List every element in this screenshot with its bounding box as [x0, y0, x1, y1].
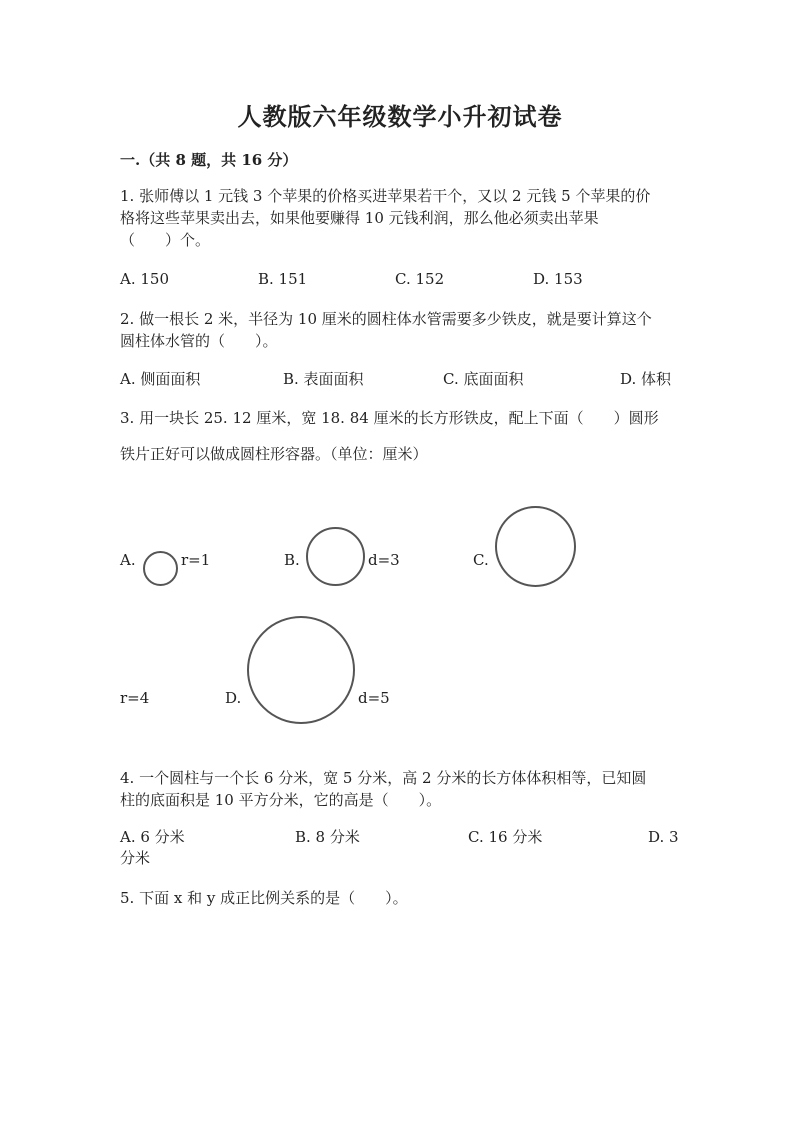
- question-2: [120, 308, 680, 352]
- question-2-option-d[interactable]: D. 体积: [620, 370, 672, 388]
- question-3-line-2: 铁片正好可以做成圆柱形容器。（单位：厘米）: [120, 445, 428, 463]
- question-1-option-b[interactable]: B. 151: [258, 270, 308, 288]
- circle-option-c-shape: [495, 506, 576, 587]
- page-title: 人教版六年级数学小升初试卷: [237, 102, 563, 131]
- question-4-line-1: 4. 一个圆柱与一个长 6 分米，宽 5 分米，高 2 分米的长方体体积相等，已知圆: [120, 769, 647, 787]
- circle-option-a-label: r=1: [181, 551, 211, 569]
- question-1-option-d[interactable]: D. 153: [533, 270, 583, 288]
- question-1-line-2: 格将这些苹果卖出去，如果他要赚得 10 元钱利润，那么他必须卖出苹果: [120, 209, 599, 227]
- circle-option-d-shape: [247, 616, 355, 724]
- question-3-option-b[interactable]: B.: [284, 551, 300, 569]
- question-3-option-c[interactable]: C.: [473, 551, 489, 569]
- question-2-line-2: 圆柱体水管的（ ）。: [120, 332, 278, 350]
- question-2-option-c[interactable]: C. 底面面积: [443, 370, 524, 388]
- question-3-option-a[interactable]: A.: [120, 551, 136, 569]
- question-2-option-b[interactable]: B. 表面面积: [283, 370, 364, 388]
- circle-option-d-label: d=5: [358, 689, 390, 707]
- question-3-line-1: 3. 用一块长 25. 12 厘米，宽 18. 84 厘米的长方形铁皮，配上下面（ ）圆形: [120, 409, 659, 427]
- circle-option-b-shape: [306, 527, 365, 586]
- question-1-line-1: 1. 张师傅以 1 元钱 3 个苹果的价格买进苹果若干个，又以 2 元钱 5 个苹果的价: [120, 187, 651, 205]
- question-5-line-1: 5. 下面 x 和 y 成正比例关系的是（ ）。: [120, 889, 408, 907]
- circle-option-a-shape: [143, 551, 178, 586]
- question-1: [120, 185, 680, 251]
- question-2-line-1: 2. 做一根长 2 米，半径为 10 厘米的圆柱体水管需要多少铁皮，就是要计算这个: [120, 310, 652, 328]
- question-1-option-c[interactable]: C. 152: [395, 270, 445, 288]
- question-4-option-d[interactable]: D. 3: [648, 828, 679, 846]
- question-4: [120, 767, 680, 811]
- question-5: [120, 887, 680, 909]
- question-4-line-2: 柱的底面积是 10 平方分米，它的高是（ ）。: [120, 791, 442, 809]
- section-heading: 一.（共 8 题，共 16 分）: [120, 151, 298, 169]
- question-4-option-b[interactable]: B. 8 分米: [295, 828, 360, 846]
- circle-option-c-label: r=4: [120, 689, 150, 707]
- question-4-option-d-continued: 分米: [120, 849, 151, 867]
- circle-option-b-label: d=3: [368, 551, 400, 569]
- question-3-option-d[interactable]: D.: [225, 689, 242, 707]
- question-4-option-c[interactable]: C. 16 分米: [468, 828, 543, 846]
- question-1-line-3: （ ）个。: [120, 231, 211, 249]
- question-3: [120, 407, 680, 465]
- question-2-option-a[interactable]: A. 侧面面积: [120, 370, 201, 388]
- question-4-option-a[interactable]: A. 6 分米: [120, 828, 185, 846]
- question-1-option-a[interactable]: A. 150: [120, 270, 169, 288]
